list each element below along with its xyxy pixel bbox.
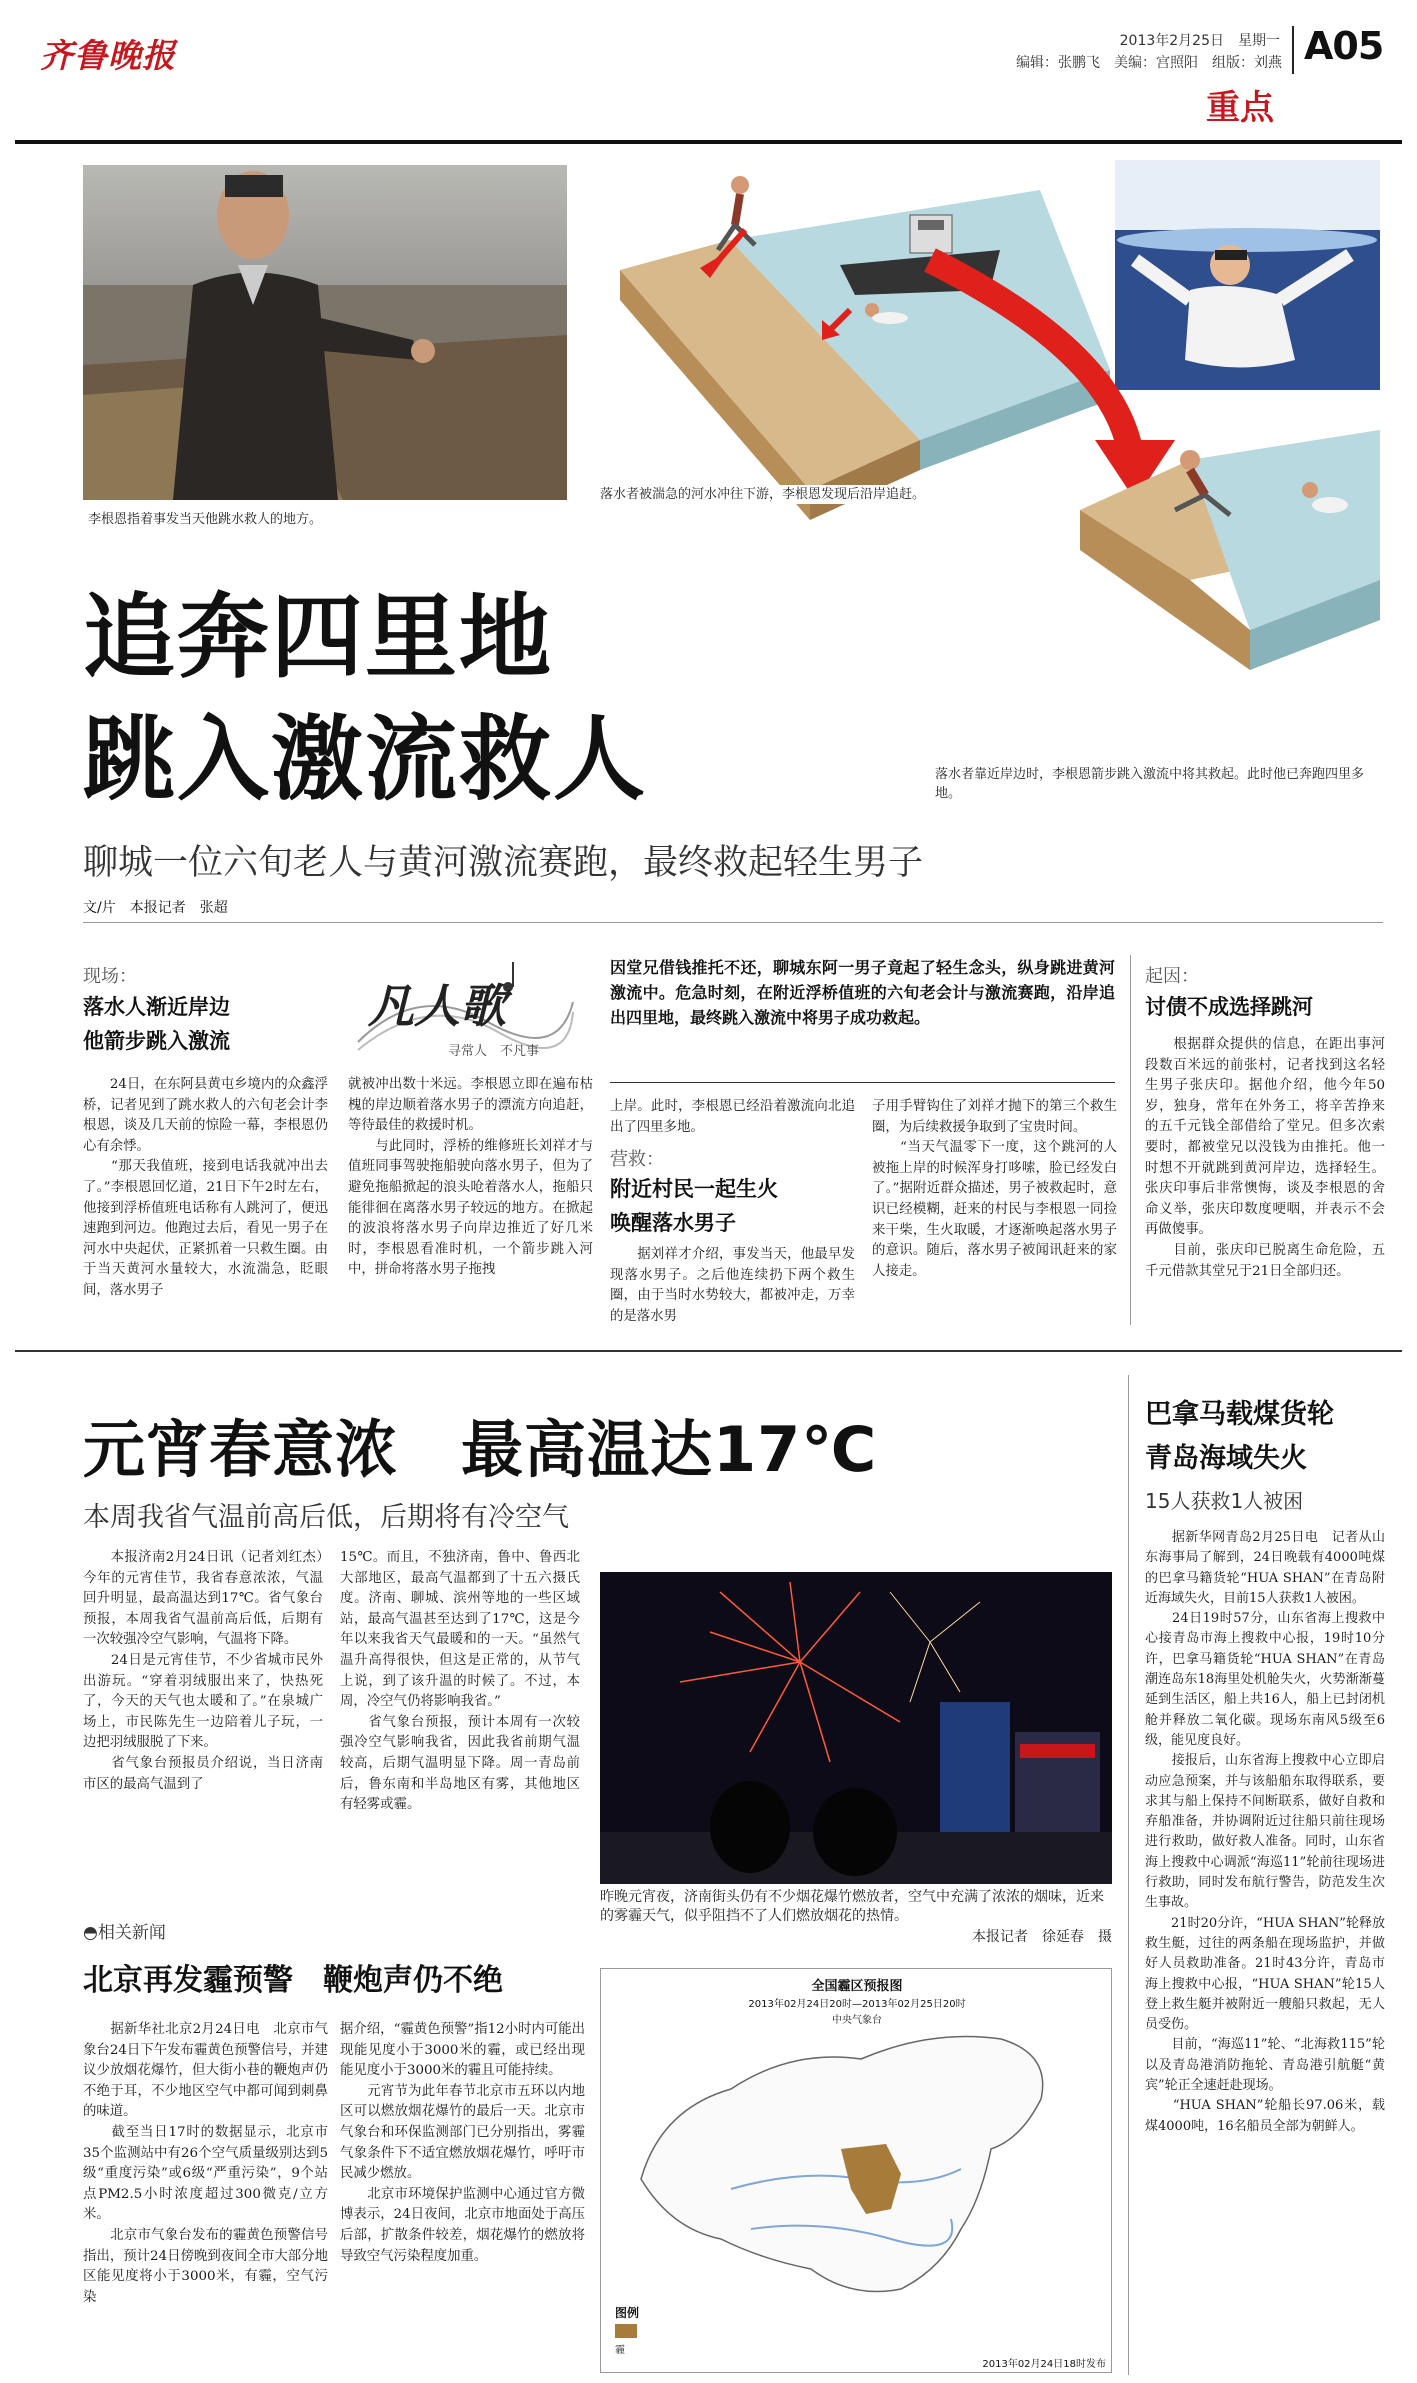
- editor-credits: 编辑：张鹏飞 美编：宫照阳 组版：刘燕: [1016, 55, 1282, 71]
- section-b-title-1: 附近村民一起生火: [610, 1177, 778, 1201]
- related-news-icon: ◓: [83, 1923, 98, 1943]
- section-b-label: 营救：: [610, 1149, 664, 1170]
- page-number: A05: [1304, 24, 1384, 68]
- section-a-title-2: 他箭步跳入激流: [83, 1029, 230, 1053]
- headline-line-2: 跳入激流救人: [83, 706, 648, 813]
- story1-col3-b: 据刘祥才介绍，事发当天，他最早发现落水男子。之后他连续扔下两个救生圈，由于当时水势较大，都被冲走，万幸的是落水男: [610, 1247, 855, 1324]
- haze-map-dates: 2013年02月24日20时—2013年02月25日20时: [748, 1999, 966, 2010]
- story3-headline-1: 巴拿马载煤货轮: [1145, 1399, 1334, 1430]
- column-logo-tagline: 寻常人 不凡事: [448, 1044, 540, 1059]
- story3-headline-2: 青岛海域失火: [1145, 1443, 1307, 1474]
- story2-col2: 15℃。而且，不独济南，鲁中、鲁西北大部地区，最高气温都到了十五六摄氏度。济南、聊城、滨州等地的一些区域站，最高气温甚至达到了17℃，这是今年以来我省天气最暖和的一天。“虽然气温升高得很快，但这是正常的，从节气上说，到了该升温的时候了。不过，本周，冷空气仍将影响我省。” 省气象台预报，预计本周有一次较强冷空气影响我省，因此我省前期气温较高，后期气温明显下降。周一青岛前后，鲁东南和半岛地区有雾，其他地区有轻雾或霾。: [340, 1550, 580, 1813]
- story1-col5: 根据群众提供的信息，在距出事河段数百米远的前张村，记者找到这名轻生男子张庆印。据他介绍，他今年50岁，独身，常年在外务工，将辛苦挣来的五千元钱全部借给了堂兄。但多次索要时，都被堂兄以没钱为由推托。他一时想不开就跳到黄河岸边，选择轻生。张庆印事后非常懊悔，谈及李根恩的舍命义举，张庆印数度哽咽，并表示不会再做傻事。 目前，张庆印已脱离生命危险，五千元借款其堂兄于21日全部归还。: [1145, 1037, 1385, 1279]
- related-news-label: [83, 1918, 166, 1943]
- section-c-label: 起因：: [1145, 966, 1199, 987]
- section-a-title-1: 落水人渐近岸边: [83, 995, 230, 1019]
- brand-logo: [40, 30, 240, 80]
- section-name: 重点: [1206, 88, 1274, 128]
- haze-map-agency: 中央气象台: [832, 2015, 882, 2026]
- story1-col4: 子用手臂钩住了刘祥才抛下的第三个救生圈，为后续救援争取到了宝贵时间。 “当天气温零下一度，这个跳河的人被拖上岸的时候浑身打哆嗦，脸已经发白了。”据附近群众描述，男子被救起时，意识已经模糊，赶来的村民与李根恩一同捡来干柴，生火取暖，才逐渐唤起落水男子的意识。随后，落水男子被闻讯赶来的家人接走。: [872, 1099, 1117, 1279]
- fireworks-caption: 昨晚元宵夜，济南街头仍有不少烟花爆竹燃放者，空气中充满了浓浓的烟味，近来的雾霾天气，似乎阻挡不了人们燃放烟花的热情。: [600, 1889, 1104, 1924]
- column-logo: [348, 962, 578, 1072]
- graphic-caption-2: 落水者靠近岸边时，李根恩箭步跳入激流中将其救起。此时他已奔跑四里多地。: [935, 765, 1370, 803]
- story1-column-divider: [1130, 955, 1131, 1325]
- fireworks-credit: 本报记者 徐延春 摄: [972, 1929, 1112, 1945]
- haze-map-outline: [601, 1969, 1113, 2374]
- fireworks-photo-scene: [600, 1572, 1112, 1884]
- haze-map-issued: 2013年02月24日18时发布: [982, 2359, 1106, 2370]
- headline-line-1: 追奔四里地: [83, 584, 554, 691]
- photo-li-genen: [83, 165, 567, 500]
- story1-col2: 就被冲出数十米远。李根恩立即在遍布枯槐的岸边顺着落水男子的漂流方向追赶，等待最佳的救援时机。 与此同时，浮桥的维修班长刘祥才与值班同事驾驶拖船驶向落水男子，但为了避免拖船掀起的浪头呛着落水人，拖船只能徘徊在离落水男子较远的地方。在掀起的波浪将落水男子向岸边推近了好几米时，李根恩看准时机，一个箭步跳入河中，拼命将落水男子拖拽: [348, 1077, 593, 1278]
- story3-body: 据新华网青岛2月25日电 记者从山东海事局了解到，24日晚载有4000吨煤的巴拿马籍货轮“HUA SHAN”在青岛附近海域失火，目前15人获救1人被困。 24日19时57分，山东省海上搜救中心接青岛市海上搜救中心报，19时10分许，巴拿马籍货轮“HUA SHAN”在青岛潮连岛东18海里处机舱失火，火势渐渐蔓延到生活区，船上共16人，船上已封闭机舱并释放二氧化碳。现场东南风5级至6级，能见度良好。 接报后，山东省海上搜救中心立即启动应急预案，并与该船船东取得联系，要求其与船上保持不间断联系，做好自救和弃船准备，并协调附近过往船只前往现场进行救助，做好救人准备。同时，山东省海上搜救中心调派“海巡11”轮前往现场进行救助，同时发布航行警告，防范发生次生事故。 21时20分许，“HUA SHAN”轮释放救生艇，过往的两条船在现场监护，并做好人员救助准备。21时43分许，青岛市海上搜救中心报，“HUA SHAN”轮15人登上救生艇并被附近一艘船只救起，无人员受伤。 目前，“海巡11”轮、“北海救115”轮以及青岛港消防拖轮、青岛港引航艇“黄宾”轮正全速赶赴现场。 “HUA SHAN”轮船长97.06米，载煤4000吨，16名船员全部为朝鲜人。: [1145, 1530, 1385, 2134]
- related-col1: 据新华社北京2月24日电 北京市气象台24日下午发布霾黄色预警信号，并建议少放烟花爆竹，但大街小巷的鞭炮声仍不绝于耳，不少地区空气中都可闻到刺鼻的味道。 截至当日17时的数据显示，北京市35个监测站中有26个空气质量级别达到5级“重度污染”或6级“严重污染”，9个站点PM2.5小时浓度超过300微克/立方米。 北京市气象台发布的霾黄色预警信号指出，预计24日傍晚到夜间全市大部分地区能见度将小于3000米，有霾，空气污染: [83, 2022, 328, 2305]
- story2-col1: 本报济南2月24日讯（记者刘红杰） 今年的元宵佳节，我省春意浓浓，气温回升明显，最高温达到17℃。省气象台预报，本周我省气温前高后低，后期有一次较强冷空气影响，气温将下降。 24日是元宵佳节，不少省城市民外出游玩。“穿着羽绒服出来了，快热死了，今天的天气也太暖和了。”在泉城广场上，市民陈先生一边陪着儿子玩，一边把羽绒服脱了下来。 省气象台预报员介绍说，当日济南市区的最高气温到了: [83, 1550, 323, 1792]
- story3-divider: [1128, 1375, 1129, 2375]
- related-headline: 北京再发霾预警 鞭炮声仍不绝: [83, 1963, 503, 1998]
- story1-byline-rule: [83, 922, 1383, 923]
- masthead-rule: [15, 140, 1402, 144]
- column-logo-text: 凡人歌: [368, 979, 506, 1033]
- masthead-divider: [1292, 26, 1294, 74]
- story1-lead: 因堂兄借钱推托不还，聊城东阿一男子竟起了轻生念头，纵身跳进黄河激流中。危急时刻，在附近浮桥值班的六旬老会计与激流赛跑，沿岸追出四里地，最终跳入激流中将男子成功救起。: [610, 958, 1115, 1027]
- lead-bottom-rule: [610, 1082, 1115, 1083]
- haze-map-legend-item: 霾: [615, 2345, 625, 2356]
- story3-subhead: 15人获救1人被困: [1145, 1489, 1304, 1513]
- photo1-caption: 李根恩指着事发当天他跳水救人的地方。: [88, 512, 323, 527]
- story1-byline: 文/片 本报记者 张超: [83, 900, 228, 916]
- haze-map-title: 全国霾区预报图: [811, 1979, 903, 1994]
- haze-map-legend-title: 图例: [615, 2306, 640, 2320]
- section-b-title-2: 唤醒落水男子: [610, 1211, 736, 1235]
- story1-col1: 24日，在东阿县黄屯乡境内的众鑫浮桥，记者见到了跳水救人的六旬老会计李根恩，谈及几天前的惊险一幕，李根恩仍心有余悸。 “那天我值班，接到电话我就冲出去了。”李根恩回忆道，21日下午2时左右，他接到浮桥值班电话称有人跳河了，便迅速跑到河边。他跑过去后，看见一男子在河水中央起伏，正紧抓着一只救生圈。由于当天黄河水量较大，水流湍急，眨眼间，落水男子: [83, 1077, 328, 1298]
- related-col2: 据介绍，“霾黄色预警”指12小时内可能出现能见度小于3000米的霾，或已经出现能见度小于3000米的霾且可能持续。 元宵节为此年春节北京市五环以内地区可以燃放烟花爆竹的最后一天。北京市气象台和环保监测部门已分别指出，雾霾气象条件下不适宜燃放烟花爆竹，呼吁市民减少燃放。 北京市环境保护监测中心通过官方微博表示，24日夜间，北京市地面处于高压后部，扩散条件较差，烟花爆竹的燃放将导致空气污染程度加重。: [340, 2022, 585, 2264]
- issue-date: 2013年2月25日 星期一: [1119, 33, 1280, 49]
- rescue-graphic: [590, 160, 1380, 780]
- photo-li-genen-figure: [83, 165, 567, 500]
- related-news-label-text: 相关新闻: [97, 1923, 166, 1943]
- graphic-caption-1: 落水者被湍急的河水冲往下游，李根恩发现后沿岸追赶。: [600, 485, 980, 504]
- brand-logo-text: 齐鲁晚报: [40, 36, 176, 75]
- section-c-title: 讨债不成选择跳河: [1145, 995, 1313, 1019]
- haze-map: [600, 1968, 1112, 2373]
- section-a-label: 现场：: [83, 966, 137, 987]
- fireworks-photo: [600, 1572, 1112, 1884]
- rescue-graphic-svg: [590, 160, 1380, 780]
- story2-headline: 元宵春意浓 最高温达17℃: [83, 1413, 878, 1486]
- story-divider-rule: [15, 1350, 1402, 1352]
- story2-subhead: 本周我省气温前高后低，后期将有冷空气: [83, 1502, 569, 1533]
- story1-subhead: 聊城一位六旬老人与黄河激流赛跑，最终救起轻生男子: [83, 843, 924, 883]
- story1-col3-a: 上岸。此时，李根恩已经沿着激流向北追出了四里多地。: [610, 1099, 855, 1135]
